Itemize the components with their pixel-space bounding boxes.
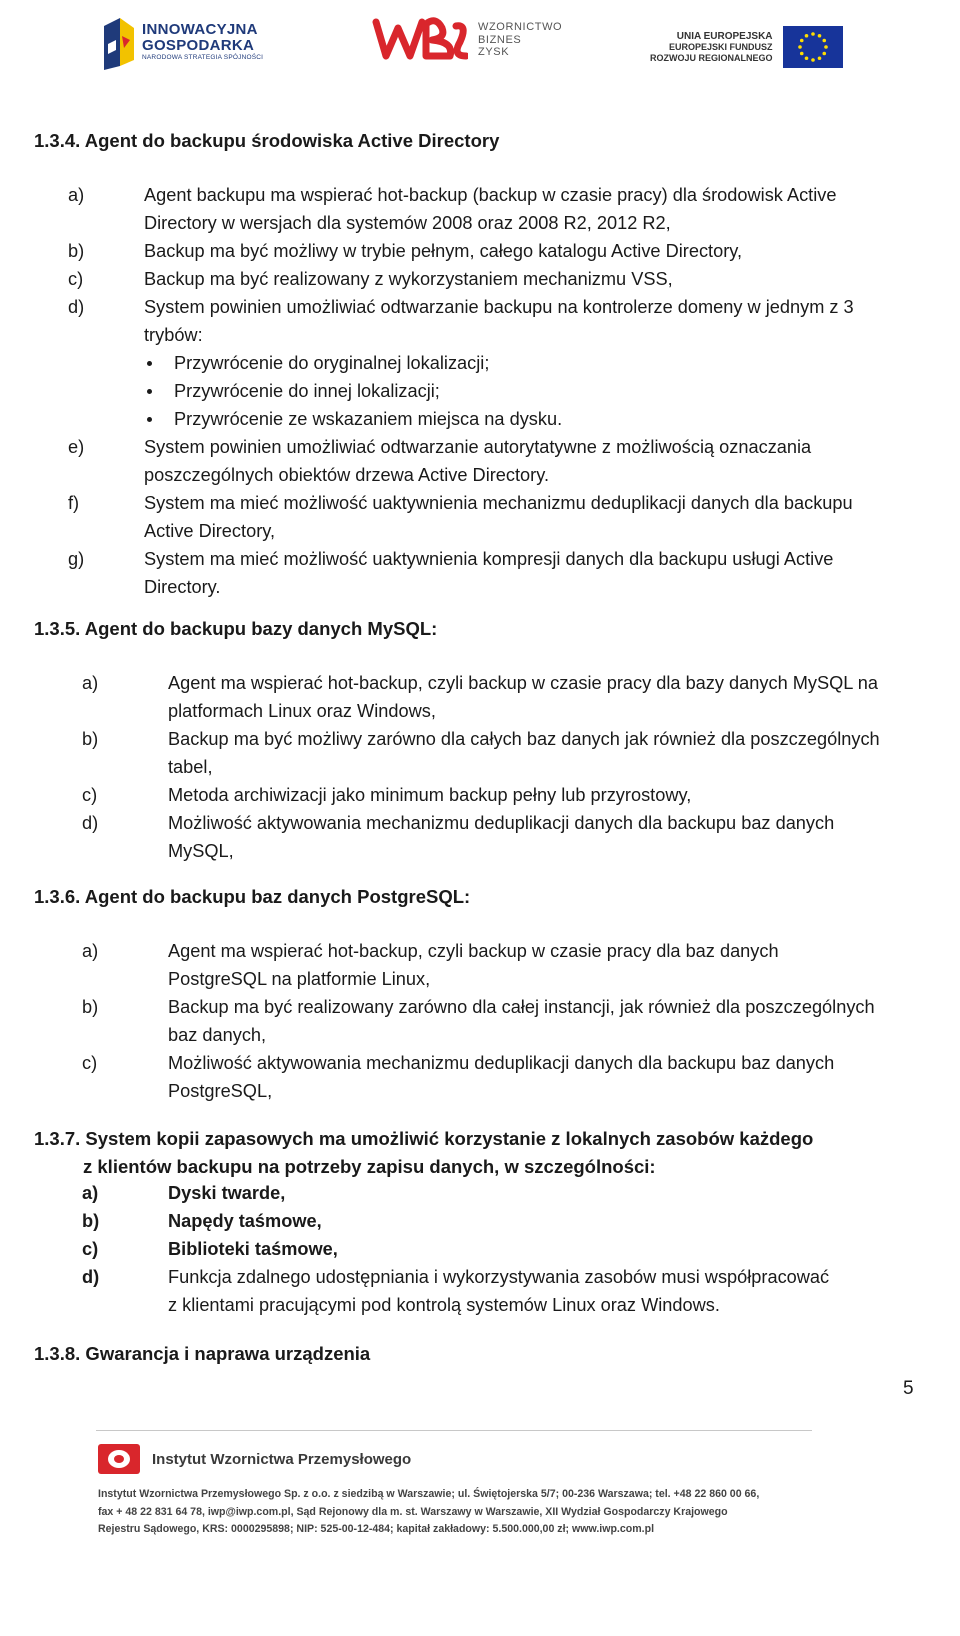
ue-line1: UNIA EUROPEJSKA — [676, 30, 773, 42]
wzornictwo-biznes-zysk-logo — [372, 12, 562, 68]
section-heading-1-3-7: 1.3.7. System kopii zapasowych ma umożliwić korzystanie z lokalnych zasobów każdego z klientów backupu na potrzeby zapisu danych, w szczególności: — [34, 1128, 814, 1177]
section-heading-1-3-5: 1.3.5. Agent do backupu bazy danych MySQL: — [34, 618, 438, 639]
page-number: 5 — [903, 1378, 914, 1399]
list-item: a) Agent backupu ma wspierać hot-backup (backup w czasie pracy) dla środowisk Active Directory w wersjach dla systemów 2008 oraz 2008 R2, 2012 R2, — [68, 185, 837, 233]
list-item: c) Możliwość aktywowania mechanizmu deduplikacji danych dla backupu baz danych PostgreSQL, — [82, 1053, 835, 1101]
innowacyjna-gospodarka-logo — [100, 14, 263, 70]
list-item: a) Agent ma wspierać hot-backup, czyli backup w czasie pracy dla baz danych PostgreSQL na platformie Linux, — [82, 941, 779, 989]
list-item: b) Napędy taśmowe, — [82, 1211, 322, 1231]
eu-star-icon — [822, 39, 826, 43]
footer-divider — [96, 1430, 812, 1431]
list-item: a) Agent ma wspierać hot-backup, czyli backup w czasie pracy dla bazy danych MySQL na platformach Linux oraz Windows, — [82, 673, 878, 721]
bullet-item: Przywrócenie do oryginalnej lokalizacji; — [68, 349, 928, 377]
bullet-icon — [147, 361, 152, 366]
header-logos — [0, 0, 960, 90]
footer-address: Instytut Wzornictwa Przemysłowego Sp. z o.o. z siedzibą w Warszawie; ul. Świętojerska 5/7; 00-236 Warszawa; tel. +48 22 860 00 66, fax + 48 22 831 64 78, iwp@iwp.com.pl, Sąd Rejonowy dla m. st. Warszawy w Warszawie, XII Wydział Gospodarczy Krajowego Rejestru Sądowego, KRS: 0000295898; NIP: 525-00-12-484; kapitał zakładowy: 5.500.000,00 zł; www.iwp.com.pl — [98, 1488, 760, 1535]
ue-line3: ROZWOJU REGIONALNEGO — [650, 52, 773, 63]
list-item: b) Backup ma być realizowany zarówno dla całej instancji, jak również dla poszczególnych baz danych, — [82, 997, 875, 1045]
wbz-line1: WZORNICTWO — [478, 21, 563, 34]
ig-emblem-icon — [100, 14, 136, 70]
eu-flag-icon — [783, 26, 843, 68]
bullet-item: Przywrócenie ze wskazaniem miejsca na dysku. — [68, 405, 928, 433]
list-item: b) Backup ma być możliwy w trybie pełnym, całego katalogu Active Directory, — [68, 241, 743, 261]
list-item: d) Funkcja zdalnego udostępniania i wykorzystywania zasobów musi współpracować z klientami pracującymi pod kontrolą systemów Linux oraz Windows. — [82, 1267, 830, 1315]
ue-line2: EUROPEJSKI FUNDUSZ — [669, 42, 773, 53]
list-1-3-5 — [82, 669, 942, 865]
section-heading-1-3-8: 1.3.8. Gwarancja i naprawa urządzenia — [34, 1343, 371, 1364]
eu-star-icon — [817, 34, 821, 38]
eu-star-icon — [804, 56, 808, 60]
bullet-item: Przywrócenie do innej lokalizacji; — [68, 377, 928, 405]
ig-line3: NARODOWA STRATEGIA SPÓJNOŚCI — [142, 54, 264, 62]
eu-star-icon — [798, 45, 802, 49]
section-heading-1-3-6: 1.3.6. Agent do backupu baz danych PostgreSQL: — [34, 886, 471, 907]
list-item: b) Backup ma być możliwy zarówno dla całych baz danych jak również dla poszczególnych tabel, — [82, 729, 880, 777]
eu-star-icon — [822, 52, 826, 56]
wbz-emblem-icon — [372, 12, 468, 68]
list-item: c) Biblioteki taśmowe, — [82, 1239, 338, 1259]
iwp-emblem-icon — [98, 1444, 140, 1474]
list-1-3-6 — [82, 937, 942, 1105]
eu-star-icon — [817, 56, 821, 60]
eu-star-icon — [811, 32, 815, 36]
iwp-logo — [98, 1444, 411, 1474]
list-1-3-4 — [68, 181, 928, 601]
eu-star-icon — [799, 52, 803, 56]
list-1-3-7 — [82, 1179, 942, 1319]
eu-star-icon — [799, 39, 803, 43]
ig-line2: GOSPODARKA — [142, 36, 255, 54]
list-item: c) Backup ma być realizowany z wykorzystaniem mechanizmu VSS, — [68, 269, 673, 289]
eu-star-icon — [811, 58, 815, 62]
list-item: c) Metoda archiwizacji jako minimum backup pełny lub przyrostowy, — [82, 785, 692, 805]
list-item: f) System ma mieć możliwość uaktywnienia mechanizmu deduplikacji danych dla backupu Active Directory, — [68, 493, 853, 541]
wbz-line3: ZYSK — [478, 46, 510, 59]
list-item: d) Możliwość aktywowania mechanizmu deduplikacji danych dla backupu baz danych MySQL, — [82, 813, 835, 861]
list-item: a) Dyski twarde, — [82, 1183, 286, 1203]
eu-star-icon — [804, 34, 808, 38]
list-item: d) System powinien umożliwiać odtwarzanie backupu na kontrolerze domeny w jednym z 3 trybów: Przywrócenie do oryginalnej lokalizacji; Przywrócenie do innej lokalizacji; Przywrócenie ze wskazaniem miejsca na dysku. — [68, 293, 928, 433]
wbz-line2: BIZNES — [478, 33, 522, 46]
restore-modes-list — [68, 349, 928, 433]
unia-europejska-logo — [650, 26, 843, 68]
ig-line1: INNOWACYJNA — [142, 20, 258, 38]
section-heading-1-3-4: 1.3.4. Agent do backupu środowiska Active Directory — [34, 130, 500, 151]
bullet-icon — [147, 417, 152, 422]
list-item: g) System ma mieć możliwość uaktywnienia kompresji danych dla backupu usługi Active Directory. — [68, 549, 834, 597]
bullet-icon — [147, 389, 152, 394]
iwp-name: Instytut Wzornictwa Przemysłowego — [152, 1450, 412, 1468]
list-item: e) System powinien umożliwiać odtwarzanie autorytatywne z możliwością oznaczania poszczególnych obiektów drzewa Active Directory. — [68, 437, 812, 485]
eu-star-icon — [824, 45, 828, 49]
